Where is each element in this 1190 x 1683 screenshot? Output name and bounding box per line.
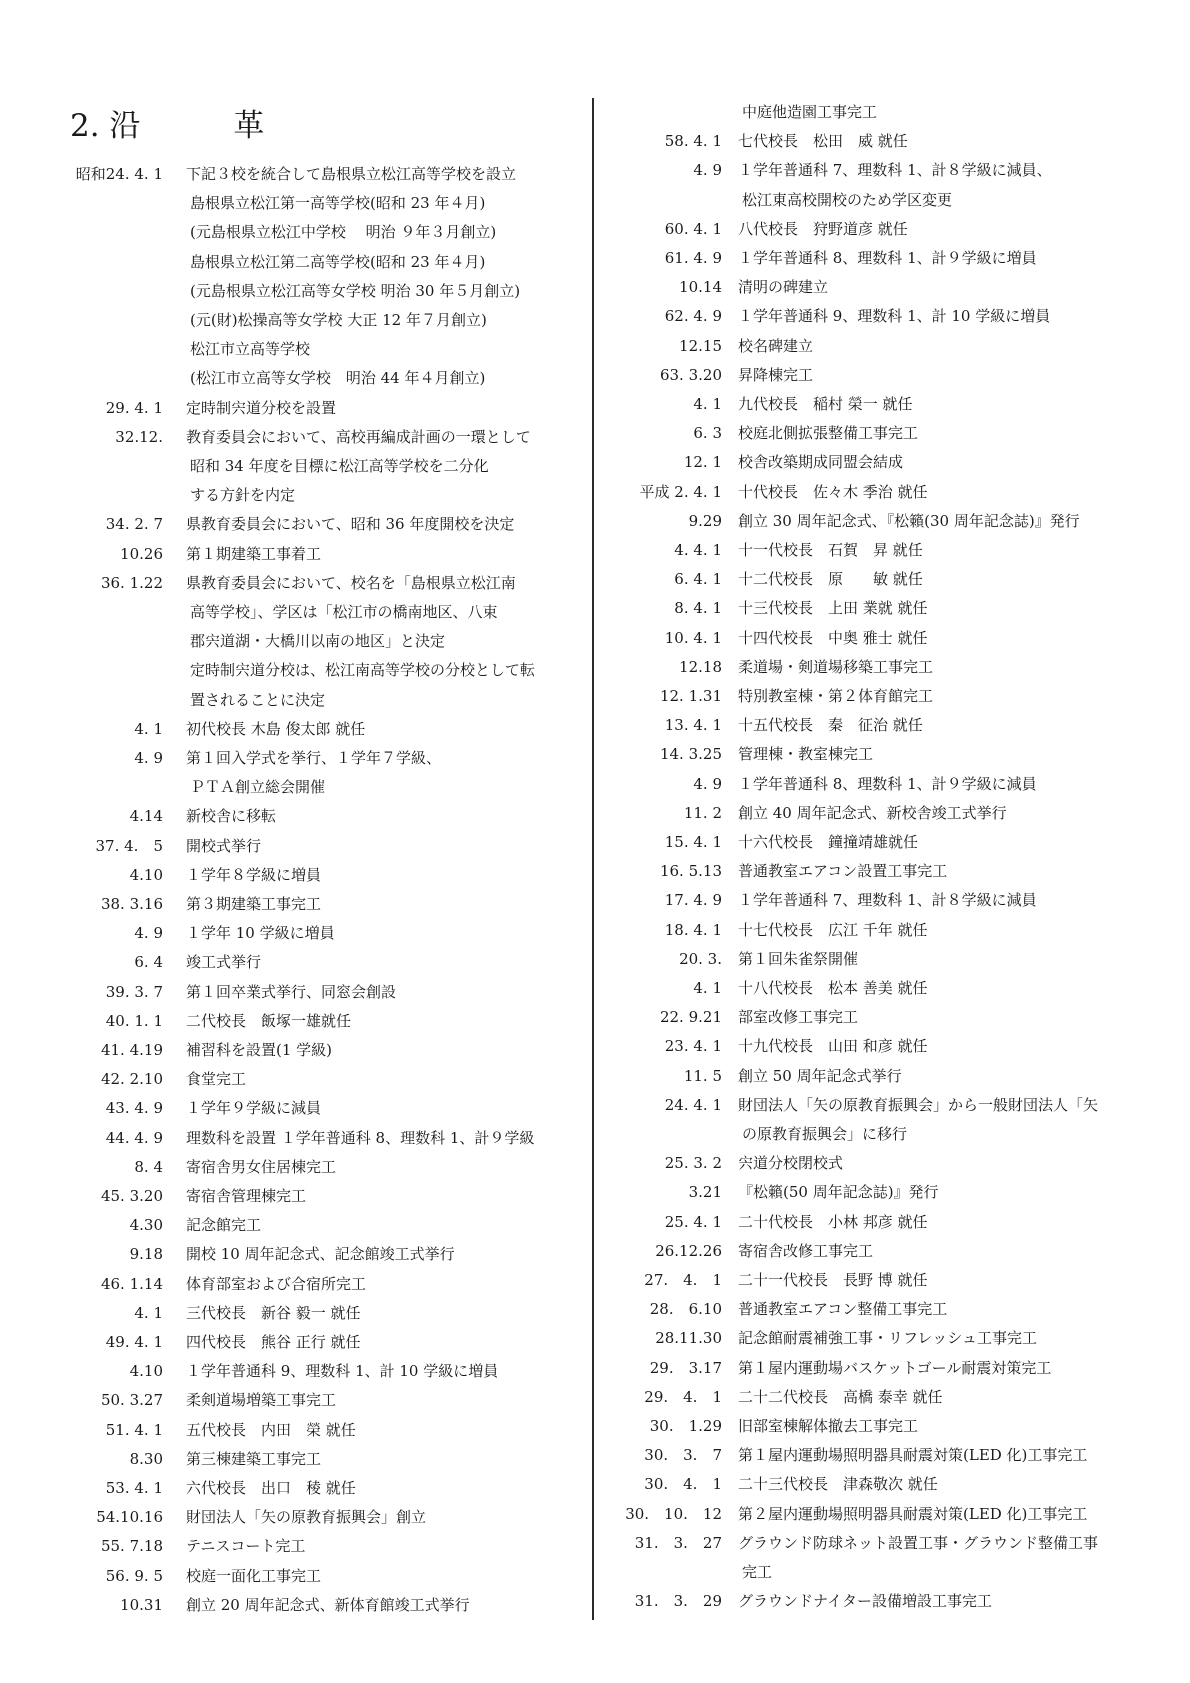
entry-date: 49. 4. 1: [105, 1333, 163, 1351]
entry-date: 8. 4. 1: [674, 599, 722, 618]
entry-text: １学年８学級に増員: [186, 865, 322, 884]
history-entry: [612, 799, 1132, 828]
entry-date: 15. 4. 1: [664, 833, 722, 851]
entry-date: 45. 3.20: [100, 1187, 163, 1205]
entry-date: 46. 1.14: [100, 1274, 163, 1293]
history-entry: [68, 890, 588, 919]
entry-text: 寄宿舎管理棟完工: [186, 1187, 307, 1205]
history-entry: [612, 1558, 1132, 1587]
entry-date: 26.12.26: [655, 1241, 722, 1260]
entry-date: 4. 4. 1: [674, 541, 722, 559]
history-entry: [612, 1032, 1132, 1061]
history-entry: [68, 1532, 588, 1561]
history-entry: [612, 945, 1132, 974]
history-entry: [612, 1383, 1132, 1412]
history-entry: [68, 569, 588, 598]
entry-date: 4. 9: [134, 924, 163, 943]
entry-text: 教育委員会において、高校再編成計画の一環として: [186, 427, 531, 446]
entry-text: 第三棟建築工事完工: [186, 1449, 322, 1468]
entry-text: 第３期建築工事完工: [186, 895, 322, 913]
history-entry: [612, 770, 1132, 799]
entry-date: 37. 4. 5: [95, 836, 163, 855]
entry-date: 4.14: [129, 807, 163, 826]
entry-date: 28. 6.10: [649, 1300, 722, 1319]
entry-text: 置されることに決定: [190, 690, 326, 709]
history-entry: [612, 1500, 1132, 1529]
history-entry: [612, 682, 1132, 711]
history-entry: [612, 974, 1132, 1003]
entry-text: 宍道分校閉校式: [738, 1154, 844, 1173]
entry-date: 平成 2. 4. 1: [639, 482, 722, 501]
entry-text: 六代校長 出口 稜 就任: [186, 1479, 356, 1497]
entry-text: 十四代校長 中奥 雅士 就任: [738, 628, 928, 647]
entry-date: 29. 4. 1: [644, 1387, 722, 1406]
history-entry: [68, 189, 588, 218]
entry-text: 創立 30 周年記念式、『松籟(30 周年記念誌)』発行: [738, 511, 1080, 530]
entry-text: 四代校長 熊谷 正行 就任: [186, 1333, 361, 1351]
entry-text: 普通教室エアコン整備工事完工: [738, 1300, 948, 1319]
history-entry: [68, 306, 588, 335]
history-entry: [612, 1237, 1132, 1266]
entry-text: 部室改修工事完工: [738, 1008, 859, 1027]
entry-date: 44. 4. 9: [105, 1128, 163, 1147]
entry-text: 体育部室および合宿所完工: [186, 1274, 367, 1293]
entry-date: 29. 3.17: [649, 1358, 722, 1377]
entry-date: 12. 1: [683, 453, 722, 472]
history-entry: [68, 1182, 588, 1211]
entry-date: 10.31: [120, 1595, 163, 1614]
history-entry: [612, 916, 1132, 945]
entry-text: 理数科を設置 １学年普通科 8、理数科 1、計９学級: [186, 1128, 535, 1147]
history-entry: [68, 1094, 588, 1123]
history-entry: [68, 540, 588, 569]
entry-text: 県教育委員会において、校名を「島根県立松江南: [186, 573, 516, 592]
entry-date: 41. 4.19: [100, 1041, 163, 1059]
history-entry: [612, 98, 1132, 127]
entry-date: 31. 3. 29: [634, 1592, 722, 1611]
entry-date: 23. 4. 1: [664, 1037, 722, 1056]
history-entry: [68, 1562, 588, 1591]
entry-text: 昇降棟完工: [738, 365, 814, 384]
entry-text: 県教育委員会において、昭和 36 年度開校を決定: [186, 515, 515, 534]
history-entry: [612, 1178, 1132, 1207]
entry-text: 開校式挙行: [186, 836, 262, 855]
entry-text: 柔道場・剣道場移築工事完工: [738, 657, 934, 676]
history-entry: [68, 1270, 588, 1299]
history-entry: [612, 419, 1132, 448]
history-entry: [68, 1503, 588, 1532]
entry-date: 12.18: [679, 657, 722, 676]
history-entry: [68, 598, 588, 627]
entry-date: 8.30: [129, 1449, 163, 1468]
history-entry: [68, 160, 588, 189]
history-entry: [612, 1266, 1132, 1295]
entry-text: 財団法人「矢の原教育振興会」から一般財団法人「矢: [738, 1095, 1099, 1114]
entry-text: 初代校長 木島 俊太郎 就任: [186, 719, 366, 738]
entry-date: 6. 4: [134, 953, 163, 972]
entry-date: 10. 4. 1: [664, 628, 722, 647]
history-entry: [612, 507, 1132, 536]
history-entry: [612, 448, 1132, 477]
history-entry: [612, 273, 1132, 302]
entry-date: 18. 4. 1: [664, 920, 722, 939]
history-entry: [68, 1240, 588, 1269]
history-entry: [612, 332, 1132, 361]
entry-text: 校庭一面化工事完工: [186, 1566, 322, 1585]
entry-text: 柔剣道場増築工事完工: [186, 1391, 337, 1410]
entry-date: 28.11.30: [655, 1329, 722, 1348]
history-entry: [612, 565, 1132, 594]
history-entry: [612, 594, 1132, 623]
entry-text: 二十三代校長 津森敬次 就任: [738, 1475, 938, 1494]
history-entry: [612, 1295, 1132, 1324]
entry-text: 財団法人「矢の原教育振興会」創立: [186, 1508, 427, 1527]
history-entry: [612, 1441, 1132, 1470]
entry-text: 二十一代校長 長野 博 就任: [738, 1271, 928, 1289]
entry-date: 58. 4. 1: [664, 132, 722, 151]
entry-text: 松江東高校開校のため学区変更: [742, 190, 953, 209]
history-entry: [612, 1003, 1132, 1032]
entry-date: 4.10: [129, 1362, 163, 1381]
entry-text: 第１回卒業式挙行、同窓会創設: [186, 982, 397, 1001]
entry-date: 30. 3. 7: [644, 1446, 722, 1465]
entry-text: 補習科を設置(1 学級): [186, 1041, 333, 1059]
entry-date: 4. 1: [134, 1303, 163, 1322]
entry-date: 56. 9. 5: [105, 1566, 163, 1585]
history-entry: [68, 1036, 588, 1065]
history-entry: [612, 186, 1132, 215]
entry-text: １学年普通科 8、理数科 1、計９学級に増員: [738, 249, 1037, 267]
entry-text: 校名碑建立: [738, 336, 814, 355]
entry-date: 4. 1: [134, 719, 163, 738]
entry-date: 10.14: [679, 278, 722, 297]
entry-text: 八代校長 狩野道彦 就任: [738, 219, 908, 238]
entry-date: 昭和24. 4. 1: [75, 165, 163, 183]
entry-date: 34. 2. 7: [105, 515, 163, 534]
entry-text: 十六代校長 鐘撞靖雄就任: [738, 833, 919, 851]
entry-text: 十代校長 佐々木 季治 就任: [738, 482, 928, 501]
entry-date: 36. 1.22: [100, 573, 163, 592]
entry-date: 54.10.16: [96, 1508, 163, 1527]
entry-text: 寄宿舎男女住居棟完工: [186, 1157, 337, 1176]
section-heading: 2. 沿 革: [70, 108, 265, 144]
entry-text: 二代校長 飯塚一雄就任: [186, 1011, 352, 1030]
history-entry: [68, 802, 588, 831]
entry-text: 十五代校長 秦 征治 就任: [738, 716, 923, 735]
entry-text: 開校 10 周年記念式、記念館竣工式挙行: [186, 1245, 455, 1264]
history-entry: [612, 624, 1132, 653]
entry-text: 寄宿舎改修工事完工: [738, 1241, 874, 1260]
entry-date: 16. 5.13: [659, 862, 722, 881]
entry-text: 下記３校を統合して島根県立松江高等学校を設立: [186, 165, 517, 183]
entry-text: 校舎改築期成同盟会結成: [738, 453, 904, 472]
entry-text: 十三代校長 上田 業就 就任: [738, 599, 928, 618]
entry-date: 63. 3.20: [659, 365, 722, 384]
entry-text: (元島根県立松江中学校 明治 ９年３月創立): [190, 223, 497, 242]
entry-date: 13. 4. 1: [664, 716, 722, 735]
entry-text: テニスコート完工: [186, 1537, 306, 1556]
entry-text: 島根県立松江第二高等学校(昭和 23 年４月): [190, 252, 486, 271]
history-entry: [612, 1149, 1132, 1178]
entry-date: 29. 4. 1: [105, 398, 163, 417]
entry-date: 11. 2: [683, 803, 722, 822]
history-entry: [68, 773, 588, 802]
entry-date: 24. 4. 1: [664, 1095, 722, 1114]
history-entry: [68, 715, 588, 744]
entry-date: 4. 9: [134, 749, 163, 767]
entry-text: 記念館耐震補強工事・リフレッシュ工事完工: [738, 1329, 1037, 1348]
history-entry: [68, 832, 588, 861]
entry-date: 20. 3.: [679, 949, 722, 968]
history-entry: [68, 1007, 588, 1036]
entry-text: 郡宍道湖・大橋川以南の地区」と決定: [190, 632, 446, 651]
history-entry: [612, 1062, 1132, 1091]
history-entry: [612, 156, 1132, 185]
entry-text: 第１期建築工事着工: [186, 544, 322, 563]
entry-date: 43. 4. 9: [105, 1099, 163, 1118]
history-entry: [612, 1470, 1132, 1499]
history-entry: [612, 361, 1132, 390]
history-entry: [68, 1153, 588, 1182]
history-entry: [68, 948, 588, 977]
entry-text: １学年 10 学級に増員: [186, 924, 335, 943]
entry-text: 創立 50 周年記念式挙行: [738, 1066, 902, 1085]
entry-text: 第２屋内運動場照明器具耐震対策(LED 化)工事完工: [738, 1504, 1088, 1523]
entry-text: 定時制宍道分校は、松江南高等学校の分校として転: [190, 661, 536, 680]
entry-date: 9.18: [129, 1245, 163, 1264]
entry-text: 松江市立高等学校: [190, 340, 311, 359]
entry-date: 4.30: [129, 1216, 163, 1235]
entry-date: 40. 1. 1: [105, 1011, 163, 1030]
entry-date: 31. 3. 27: [634, 1533, 722, 1552]
entry-text: 十九代校長 山田 和彦 就任: [738, 1037, 928, 1056]
entry-text: グラウンド防球ネット設置工事・グラウンド整備工事: [738, 1533, 1099, 1552]
column-divider: [592, 98, 594, 1620]
entry-text: 『松籟(50 周年記念誌)』発行: [738, 1183, 939, 1202]
entry-text: 中庭他造園工事完工: [742, 103, 878, 121]
history-entry: [68, 335, 588, 364]
entry-text: 定時制宍道分校を設置: [186, 398, 337, 417]
history-entry: [612, 215, 1132, 244]
entry-text: 創立 40 周年記念式、新校舎竣工式挙行: [738, 803, 1007, 822]
history-entry: [68, 1474, 588, 1503]
entry-text: １学年９学級に減員: [186, 1099, 322, 1118]
history-entry: [612, 302, 1132, 331]
history-entry: [68, 248, 588, 277]
history-entry: [68, 423, 588, 452]
history-entry: [612, 244, 1132, 273]
entry-date: 6. 3: [693, 424, 722, 443]
history-entry: [68, 1386, 588, 1415]
entry-date: 50. 3.27: [100, 1391, 163, 1410]
entry-date: 62. 4. 9: [664, 307, 722, 326]
entry-date: 17. 4. 9: [664, 891, 722, 910]
entry-date: 22. 9.21: [659, 1008, 722, 1027]
entry-date: 4. 1: [693, 395, 722, 413]
entry-date: 30. 4. 1: [644, 1475, 722, 1494]
history-entry: [612, 536, 1132, 565]
history-entry: [612, 1120, 1132, 1149]
history-entry: [68, 1591, 588, 1620]
history-entry: [68, 1328, 588, 1357]
history-entry: [68, 744, 588, 773]
entry-date: 12. 1.31: [659, 687, 722, 705]
entry-date: 6. 4. 1: [674, 570, 722, 589]
entry-date: 42. 2.10: [100, 1070, 163, 1089]
entry-date: 4. 9: [693, 161, 722, 180]
entry-text: 創立 20 周年記念式、新体育館竣工式挙行: [186, 1595, 470, 1614]
history-entry: [68, 1357, 588, 1386]
history-entry: [612, 478, 1132, 507]
history-entry: [68, 686, 588, 715]
entry-text: 昭和 34 年度を目標に松江高等学校を二分化: [190, 457, 489, 475]
history-entry: [68, 861, 588, 890]
entry-text: (松江市立高等女学校 明治 44 年４月創立): [190, 369, 486, 388]
entry-text: 十一代校長 石賀 昇 就任: [738, 541, 923, 559]
history-entry: [612, 1091, 1132, 1120]
history-entry: [68, 364, 588, 393]
entry-date: 32.12.: [115, 427, 163, 446]
entry-text: 十八代校長 松本 善美 就任: [738, 979, 928, 997]
history-entry: [612, 886, 1132, 915]
entry-text: 特別教室棟・第２体育館完工: [738, 687, 934, 705]
entry-text: 第１屋内運動場バスケットゴール耐震対策完工: [738, 1358, 1052, 1377]
entry-text: 第１回朱雀祭開催: [738, 949, 859, 968]
entry-text: １学年普通科 9、理数科 1、計 10 学級に増員: [738, 307, 1051, 326]
entry-date: 30. 1.29: [649, 1417, 722, 1435]
history-entry: [612, 1529, 1132, 1558]
history-entry: [612, 653, 1132, 682]
history-entry: [612, 740, 1132, 769]
history-entry: [68, 1065, 588, 1094]
entry-text: (元島根県立松江高等女学校 明治 30 年５月創立): [190, 281, 521, 300]
history-entry: [68, 978, 588, 1007]
entry-date: 10.26: [120, 544, 163, 563]
entry-date: 14. 3.25: [659, 745, 722, 764]
entry-text: 二十代校長 小林 邦彦 就任: [738, 1212, 928, 1231]
entry-text: 食堂完工: [186, 1070, 247, 1089]
entry-text: 七代校長 松田 威 就任: [738, 132, 908, 151]
history-entry: [68, 394, 588, 423]
entry-date: 30. 10. 12: [625, 1504, 722, 1523]
entry-text: 竣工式挙行: [186, 953, 262, 972]
history-entry: [68, 919, 588, 948]
history-entry: [612, 711, 1132, 740]
history-entry: [612, 1587, 1132, 1616]
entry-text: 十二代校長 原 敏 就任: [738, 570, 923, 589]
history-entry: [68, 1211, 588, 1240]
entry-date: 25. 3. 2: [664, 1154, 722, 1173]
entry-date: 53. 4. 1: [105, 1479, 163, 1497]
entry-text: ＰＴＡ創立総会開催: [190, 778, 326, 797]
history-entry: [68, 510, 588, 539]
entry-text: 十七代校長 広江 千年 就任: [738, 920, 928, 939]
history-entry: [68, 1124, 588, 1153]
history-entry: [68, 656, 588, 685]
history-entry: [612, 1208, 1132, 1237]
entry-date: 60. 4. 1: [664, 219, 722, 238]
entry-date: 12.15: [679, 336, 722, 355]
history-entry: [68, 452, 588, 481]
entry-date: 25. 4. 1: [664, 1212, 722, 1231]
history-entry: [612, 127, 1132, 156]
entry-text: 五代校長 内田 榮 就任: [186, 1420, 356, 1439]
history-entry: [612, 857, 1132, 886]
history-entry: [68, 481, 588, 510]
entry-date: 3.21: [688, 1183, 722, 1202]
history-entry: [68, 627, 588, 656]
entry-text: 旧部室棟解体撤去工事完工: [738, 1417, 919, 1435]
entry-date: 27. 4. 1: [644, 1271, 722, 1289]
entry-text: 完工: [742, 1563, 773, 1581]
entry-text: 三代校長 新谷 毅一 就任: [186, 1303, 361, 1322]
entry-text: 九代校長 稲村 榮一 就任: [738, 395, 913, 413]
entry-text: 管理棟・教室棟完工: [738, 745, 874, 764]
history-entry: [68, 277, 588, 306]
history-entry: [612, 1324, 1132, 1353]
entry-text: １学年普通科 8、理数科 1、計９学級に減員: [738, 774, 1037, 793]
entry-date: 11. 5: [683, 1066, 722, 1085]
entry-text: する方針を内定: [190, 486, 296, 505]
history-entry: [68, 1416, 588, 1445]
entry-text: (元(財)松操高等女学校 大正 12 年７月創立): [190, 311, 487, 329]
entry-date: 4. 1: [693, 979, 722, 997]
entry-text: 第１回入学式を挙行、１学年７学級、: [186, 749, 442, 767]
history-entry: [612, 390, 1132, 419]
entry-text: 第１屋内運動場照明器具耐震対策(LED 化)工事完工: [738, 1446, 1088, 1465]
entry-date: 9.29: [688, 511, 722, 530]
entry-date: 55. 7.18: [100, 1537, 163, 1556]
entry-date: 4. 9: [693, 774, 722, 793]
entry-date: 51. 4. 1: [105, 1420, 163, 1439]
entry-date: 39. 3. 7: [105, 982, 163, 1001]
entry-text: 島根県立松江第一高等学校(昭和 23 年４月): [190, 194, 486, 213]
entry-date: 38. 3.16: [100, 895, 163, 913]
entry-text: 清明の碑建立: [738, 278, 829, 297]
entry-text: 校庭北側拡張整備工事完工: [738, 424, 919, 443]
entry-text: 二十二代校長 高橋 泰幸 就任: [738, 1387, 943, 1406]
history-entry: [68, 1299, 588, 1328]
entry-text: 新校舎に移転: [186, 807, 277, 826]
history-entry: [612, 828, 1132, 857]
entry-text: 普通教室エアコン設置工事完工: [738, 862, 948, 881]
history-entry: [612, 1354, 1132, 1383]
entry-text: の原教育振興会」に移行: [742, 1125, 908, 1143]
entry-text: １学年普通科 9、理数科 1、計 10 学級に増員: [186, 1362, 499, 1381]
entry-date: 8. 4: [134, 1157, 163, 1176]
entry-text: １学年普通科 7、理数科 1、計８学級に減員: [738, 891, 1037, 910]
entry-date: 61. 4. 9: [664, 249, 722, 267]
entry-text: １学年普通科 7、理数科 1、計８学級に減員、: [738, 161, 1052, 180]
history-entry: [68, 218, 588, 247]
history-entry: [68, 1445, 588, 1474]
entry-text: 高等学校」、学区は「松江市の橋南地区、八束: [190, 603, 498, 621]
entry-text: グラウンドナイター設備増設工事完工: [738, 1592, 992, 1611]
history-entry: [612, 1412, 1132, 1441]
entry-date: 4.10: [129, 865, 163, 884]
entry-text: 記念館完工: [186, 1216, 262, 1235]
